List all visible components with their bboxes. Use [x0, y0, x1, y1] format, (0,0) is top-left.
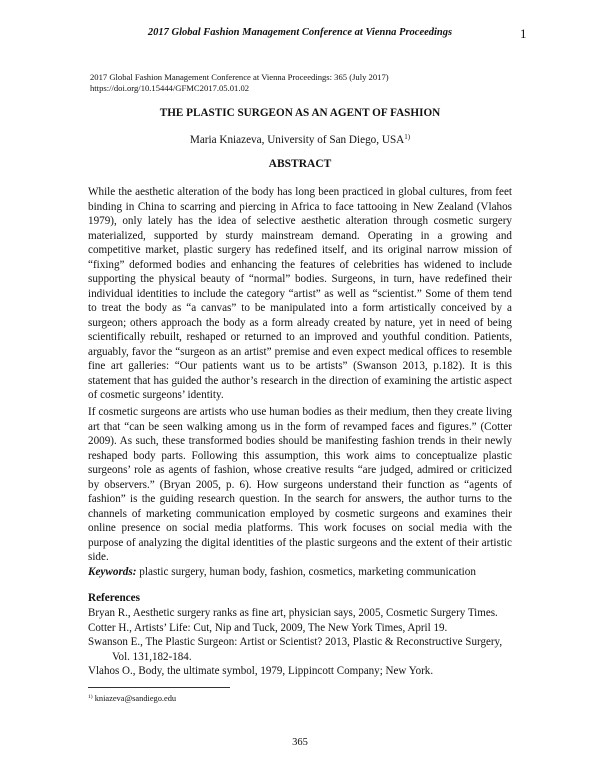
page-number-bottom: 365	[292, 737, 308, 748]
page-number-top: 1	[520, 26, 527, 41]
author-line	[0, 133, 600, 146]
reference-item-continuation: Vol. 131,182-184.	[112, 650, 192, 663]
footnote-divider	[88, 687, 230, 688]
doi-link[interactable]: https://doi.org/10.15444/GFMC2017.05.01.02	[90, 82, 250, 93]
citation-line: 2017 Global Fashion Management Conference at Vienna Proceedings: 365 (July 2017)	[90, 72, 389, 82]
footnote	[88, 694, 176, 703]
keywords-text: plastic surgery, human body, fashion, cosmetics, marketing communication	[136, 566, 476, 578]
running-head: 2017 Global Fashion Management Conference at Vienna Proceedings	[147, 27, 453, 38]
reference-item: Swanson E., The Plastic Surgeon: Artist or Scientist? 2013, Plastic & Reconstructive Surgery,	[88, 636, 503, 648]
author-footnote-marker: 1)	[404, 133, 411, 141]
citation-block	[90, 72, 389, 93]
reference-item: Cotter H., Artists’ Life: Cut, Nip and Tuck, 2009, The New York Times, April 19.	[88, 621, 448, 634]
abstract-paragraph: If cosmetic surgeons are artists who use human bodies as their medium, then they create living art that “can be seen walking among us in the form of revamped faces and figures.” (Cotter 2009). As such, these transformed bodies should be manifesting fashion trends in their newly reshaped body parts. Following this assumption, this work aims to conceptualize plastic surgeons’ role as agents of fashion, whose creative results “are judged, admired or criticized by observers.” (Bryan 2005, p. 6). How surgeons understand their function as “agents of fashion” is the guiding research question. In the search for answers, the author turns to the channels of marketing communication employed by cosmetic surgeons and examines their online presence on social media platforms. This work focuses on social media with the purpose of analyzing the digital identities of the plastic surgeons and the extent of their artistic side.	[88, 406, 512, 563]
author-name: Maria Kniazeva, University of San Diego, USA	[189, 134, 405, 146]
keywords-line	[88, 566, 518, 578]
references-heading: References	[88, 592, 140, 604]
keywords-label: Keywords:	[88, 566, 137, 578]
reference-item: Vlahos O., Body, the ultimate symbol, 1979, Lippincott Company; New York.	[88, 665, 434, 677]
footnote-marker: 1)	[88, 694, 93, 700]
references-list	[88, 606, 528, 679]
footnote-email: kniazeva@sandiego.edu	[92, 694, 177, 703]
reference-item: Bryan R., Aesthetic surgery ranks as fine art, physician says, 2005, Cosmetic Surgery Times.	[88, 607, 498, 619]
paper-title: THE PLASTIC SURGEON AS AN AGENT OF FASHION	[159, 107, 441, 119]
abstract-paragraph: While the aesthetic alteration of the body has long been practiced in global cultures, from feet binding in China to scarring and piercing in Africa to face tattooing in New Zealand (Vlahos 1979), only lately has the idea of selective aesthetic alteration through cosmetic surgery materialized, supported by sturdy mainstream demand. Operating in a growing and competitive market, plastic surgery has redefined itself, and its original narrow mission of “fixing” deformed bodies and enhancing the features of celebrities has widened to include supporting the physical beauty of “normal” bodies. Surgeons, in turn, have redefined their individual identities to include the category “artist” as well as “scientist.” Some of them tend to treat the body as “a canvas” to be manipulated into a form artistically conceived by a surgeon; others approach the body as a form already created by nature, yet in need of being scientifically rebuilt, reshaped or returned to an improved and youthful condition. Patients, arguably, favor the “surgeon as an artist” premise and even expect medical offices to resemble fine art galleries: “Our patients want us to be artists” (Swanson 2013, p.182). It is this statement that has guided the author’s research in the direction of examining the artistic aspect of cosmetic surgeons’ identity.	[88, 186, 512, 401]
abstract-heading: ABSTRACT	[268, 158, 332, 170]
